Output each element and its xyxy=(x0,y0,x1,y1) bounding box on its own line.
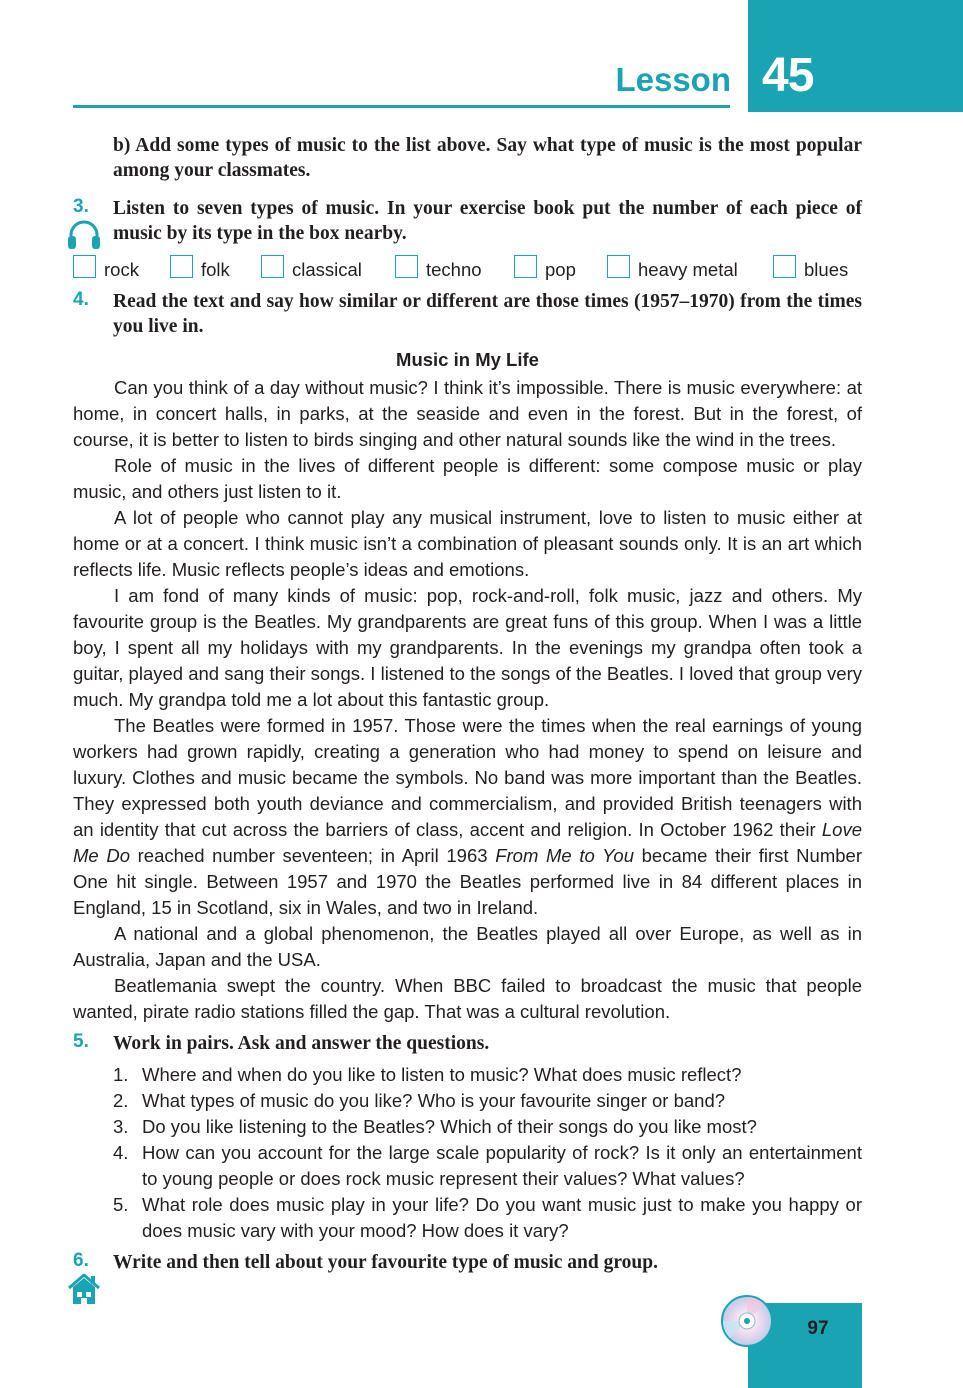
story-paragraph: Can you think of a day without music? I think it’s impossible. There is music everywhere: at home, in concert halls, in parks, at the seaside and even in the forest. But in the forest, of course, it is better to listen to birds singing and other natural sounds like the wind in the trees. xyxy=(73,377,862,450)
question-item xyxy=(113,1192,862,1244)
question-item xyxy=(113,1140,862,1192)
lesson-label: Lesson xyxy=(615,61,731,98)
answer-box xyxy=(514,255,537,278)
exercise-3-number: 3. xyxy=(73,196,89,217)
question-item xyxy=(113,1088,862,1114)
exercise-5-number: 5. xyxy=(73,1031,89,1052)
question-text: Do you like listening to the Beatles? Which of their songs do you like most? xyxy=(142,1116,757,1137)
exercise-3-text: Listen to seven types of music. In your exercise book put the number of each piece of music by its type in the box nearby. xyxy=(113,198,862,244)
question-text: What role does music play in your life? Do you want music just to make you happy or does music vary with your mood? How does it vary? xyxy=(142,1194,862,1241)
cd-disc-icon xyxy=(720,1294,774,1353)
story-paragraph xyxy=(73,713,862,921)
story-text-run: reached number seventeen; in April 1963 xyxy=(130,845,496,866)
house-icon xyxy=(67,1273,101,1310)
box-label: techno xyxy=(426,259,482,280)
answer-box xyxy=(607,255,630,278)
story-paragraph: Role of music in the lives of different people is different: some compose music or play music, and others just listen to it. xyxy=(73,455,862,502)
header-rule xyxy=(73,105,730,108)
story-paragraph: A lot of people who cannot play any musical instrument, love to listen to music either at home or at a concert. I think music isn’t a combination of pleasant sounds only. It is an art which reflects life. Music reflects people’s ideas and emotions. xyxy=(73,507,862,580)
box-label: folk xyxy=(201,259,230,280)
question-text: How can you account for the large scale popularity of rock? Is it only an entertainment to young people or does rock music represent their values? What values? xyxy=(142,1142,862,1189)
answer-box xyxy=(395,255,418,278)
story-text xyxy=(73,375,862,1025)
exercise-6-text: Write and then tell about your favourite type of music and group. xyxy=(113,1252,658,1273)
story-text-run: The Beatles were formed in 1957. Those were the times when the real earnings of young workers had grown rapidly, creating a generation who had money to spend on leisure and luxury. Clothes and music became the symbols. No band was more important than the Beatles. They expressed both youth deviance and commercialism, and provided British teenagers with an identity that cut across the barriers of class, accent and religion. In October 1962 their xyxy=(73,715,862,840)
exercise-4-text: Read the text and say how similar or different are those times (1957–1970) from the times you live in. xyxy=(113,291,862,337)
answer-box xyxy=(73,255,96,278)
headphones-icon xyxy=(66,220,102,255)
answer-box xyxy=(773,255,796,278)
answer-box xyxy=(261,255,284,278)
question-number: 4. xyxy=(113,1142,129,1163)
question-number: 3. xyxy=(113,1116,129,1137)
page-number: 97 xyxy=(807,1318,829,1339)
question-number: 1. xyxy=(113,1064,129,1085)
lesson-number: 45 xyxy=(762,49,814,102)
answer-box xyxy=(170,255,193,278)
story-paragraph: I am fond of many kinds of music: pop, rock-and-roll, folk music, jazz and others. My favourite group is the Beatles. My grandparents are great funs of this group. When I was a little boy, I spent all my holidays with my grandparents. In the evenings my grandpa often took a guitar, played and sang their songs. I listened to the songs of the Beatles. I loved that group very much. My grandpa told me a lot about this fantastic group. xyxy=(73,585,862,710)
story-paragraph: A national and a global phenomenon, the Beatles played all over Europe, as well as in Australia, Japan and the USA. xyxy=(73,923,862,970)
question-item xyxy=(113,1114,862,1140)
question-text: Where and when do you like to listen to music? What does music reflect? xyxy=(142,1064,742,1085)
question-item xyxy=(113,1062,862,1088)
question-number: 5. xyxy=(113,1194,129,1215)
song-title: From Me to You xyxy=(495,845,634,866)
question-list xyxy=(113,1062,862,1244)
music-type-boxes xyxy=(73,255,873,283)
exercise-5-text: Work in pairs. Ask and answer the questions. xyxy=(113,1033,490,1054)
song-title: Love Me Do xyxy=(73,819,862,866)
exercise-2b-text: b) Add some types of music to the list above. Say what type of music is the most popular among your classmates. xyxy=(113,135,862,181)
box-label: heavy metal xyxy=(638,259,738,280)
story-title: Music in My Life xyxy=(396,349,539,370)
story-text-run: became their first Number One hit single. Between 1957 and 1970 the Beatles performed live in 84 different places in England, 15 in Scotland, six in Wales, and two in Ireland. xyxy=(73,845,862,918)
box-label: rock xyxy=(104,259,139,280)
exercise-4-number: 4. xyxy=(73,289,89,310)
question-text: What types of music do you like? Who is your favourite singer or band? xyxy=(142,1090,726,1111)
question-number: 2. xyxy=(113,1090,129,1111)
exercise-6-number: 6. xyxy=(73,1250,89,1271)
box-label: blues xyxy=(804,259,849,280)
box-label: classical xyxy=(292,259,362,280)
story-paragraph: Beatlemania swept the country. When BBC failed to broadcast the music that people wanted, pirate radio stations filled the gap. That was a cultural revolution. xyxy=(73,975,862,1022)
box-label: pop xyxy=(545,259,576,280)
